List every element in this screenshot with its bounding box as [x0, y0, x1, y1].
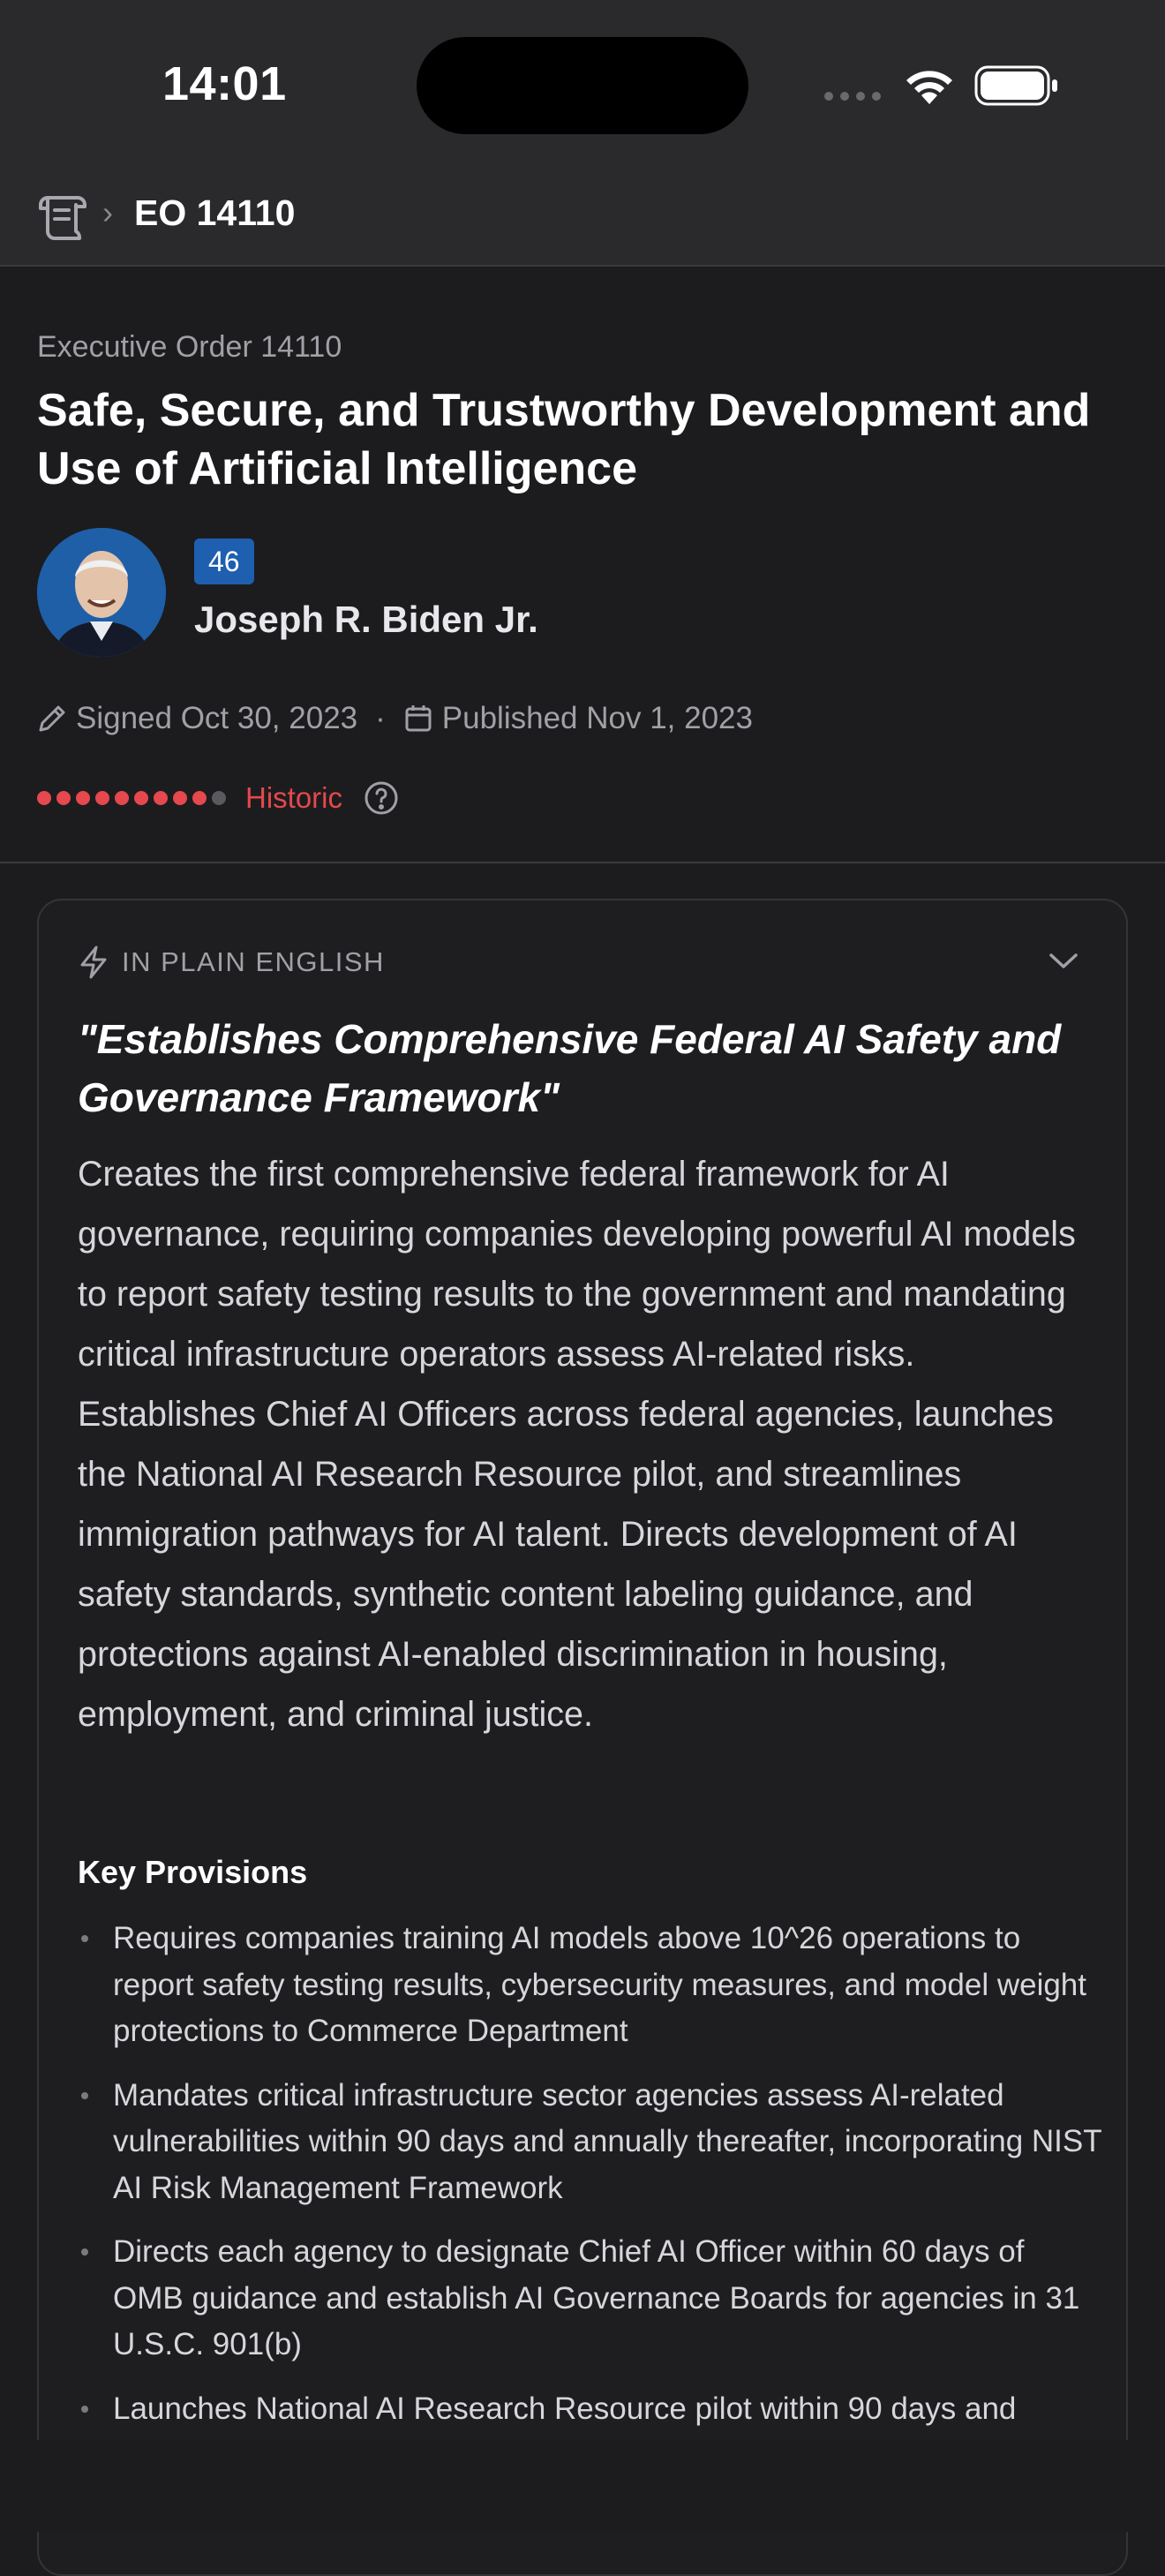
- status-time: 14:01: [162, 57, 287, 110]
- significance-dot: [76, 791, 90, 805]
- significance-dot: [154, 791, 168, 805]
- order-eyebrow: Executive Order 14110: [37, 330, 342, 364]
- chevron-down-icon[interactable]: [1047, 948, 1080, 973]
- wifi-icon: [902, 65, 957, 108]
- nav-bar: [0, 168, 1165, 267]
- list-item: Requires companies training AI models above 10^26 operations to report safety testing results, cybersecurity measures, and model weight protections to Commerce Department: [78, 1916, 1101, 2055]
- order-header: [0, 267, 1165, 863]
- significance-indicator: [37, 779, 399, 817]
- president-number-badge: 46: [194, 539, 254, 584]
- signed-date: Signed Oct 30, 2023: [76, 701, 358, 735]
- published-date: Published Nov 1, 2023: [441, 701, 753, 735]
- president-name[interactable]: Joseph R. Biden Jr.: [194, 599, 538, 640]
- significance-dot: [56, 791, 71, 805]
- president-avatar[interactable]: [37, 528, 166, 657]
- plain-english-label: IN PLAIN ENGLISH: [122, 946, 385, 977]
- date-separator: ·: [375, 701, 386, 735]
- list-item: Launches National AI Research Resource pilot within 90 days and: [78, 2386, 1101, 2479]
- status-bar: [0, 0, 1165, 168]
- list-item: Mandates critical infrastructure sector agencies assess AI-related vulnerabilities within 90 days and annually thereafter, incorporating NIST AI Risk Management Framework: [78, 2073, 1101, 2212]
- key-provisions-list: [78, 1916, 1101, 2497]
- order-title: Safe, Secure, and Trustworthy Development and Use of Artificial Intelligence: [37, 385, 1091, 494]
- significance-dot: [173, 791, 187, 805]
- pencil-icon: [37, 704, 67, 734]
- plain-english-summary: Creates the first comprehensive federal framework for AI governance, requiring companies developing powerful AI models to report safety testing results to the government and mandating critical infrastructure operators assess AI-related risks. Establishes Chief AI Officers across federal agencies, launches the National AI Research Resource pilot, and streamlines immigration pathways for AI talent. Directs development of AI safety standards, synthetic content labeling guidance, and protections against AI-enabled discrimination in housing, employment, and criminal justice.: [78, 1155, 1076, 1734]
- significance-dot: [37, 791, 51, 805]
- plain-english-card: [37, 899, 1128, 2576]
- lightning-icon: [78, 945, 109, 980]
- key-provisions-heading: Key Provisions: [78, 1854, 308, 1890]
- order-dates: [37, 697, 753, 740]
- calendar-icon: [403, 704, 433, 734]
- breadcrumb-separator: ›: [102, 194, 113, 230]
- significance-dot: [115, 791, 129, 805]
- battery-icon: [974, 65, 1059, 106]
- bottom-safe-area: [0, 2440, 1165, 2532]
- plain-english-headline: "Establishes Comprehensive Federal AI Safety and Governance Framework": [78, 1016, 1062, 1120]
- plain-english-header[interactable]: [78, 943, 385, 982]
- significance-label: Historic: [245, 781, 343, 814]
- significance-dots: [37, 791, 226, 805]
- significance-dot: [95, 791, 109, 805]
- nav-title: EO 14110: [134, 192, 296, 233]
- help-circle-icon[interactable]: [364, 780, 399, 816]
- significance-dot: [212, 791, 226, 805]
- significance-dot: [192, 791, 207, 805]
- significance-dot: [134, 791, 148, 805]
- dynamic-island: [417, 37, 748, 134]
- list-item: Directs each agency to designate Chief AI Officer within 60 days of OMB guidance and establish AI Governance Boards for agencies in 31 U.S.C. 901(b): [78, 2229, 1101, 2369]
- scroll-document-icon[interactable]: [37, 192, 88, 242]
